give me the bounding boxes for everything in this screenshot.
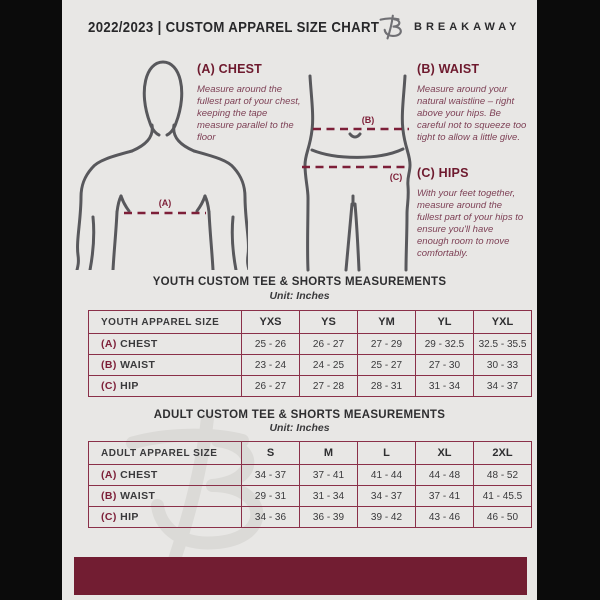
value-cell: 26 - 27	[300, 334, 358, 355]
hips-description: With your feet together, measure around the fullest part of your hips to ensure you'll have enough room to move comfortably.	[417, 188, 524, 259]
hips-heading: (C) HIPS	[417, 166, 469, 180]
brand-lockup	[378, 14, 521, 40]
value-cell: 34 - 36	[242, 507, 300, 528]
row-prefix: (B)	[101, 490, 117, 502]
youth-size-table	[88, 310, 532, 397]
value-cell: 37 - 41	[300, 465, 358, 486]
youth-section-title: YOUTH CUSTOM TEE & SHORTS MEASUREMENTS	[152, 276, 447, 288]
value-cell: 30 - 33	[474, 355, 532, 376]
value-cell: 29 - 31	[242, 486, 300, 507]
value-cell: 27 - 30	[416, 355, 474, 376]
waist-line-label: (B)	[361, 115, 375, 125]
table-header-row	[89, 311, 532, 334]
size-header-cell: YXS	[242, 311, 300, 334]
value-cell: 25 - 27	[358, 355, 416, 376]
row-label: HIP	[116, 511, 139, 523]
value-cell: 23 - 24	[242, 355, 300, 376]
row-prefix: (A)	[101, 338, 117, 350]
chest-line-label: (A)	[158, 198, 172, 208]
row-prefix: (B)	[101, 359, 117, 371]
value-cell: 29 - 32.5	[416, 334, 474, 355]
value-cell: 26 - 27	[242, 376, 300, 397]
size-header-cell: YL	[416, 311, 474, 334]
value-cell: 36 - 39	[300, 507, 358, 528]
row-label-cell	[89, 334, 242, 355]
row-label-cell	[89, 376, 242, 397]
value-cell: 27 - 29	[358, 334, 416, 355]
value-cell: 34 - 37	[358, 486, 416, 507]
table-row-chest	[89, 334, 532, 355]
row-prefix: (C)	[101, 380, 117, 392]
size-header-cell: M	[300, 442, 358, 465]
youth-section-unit: Unit: Inches	[269, 290, 330, 302]
value-cell: 41 - 45.5	[474, 486, 532, 507]
row-label: CHEST	[116, 469, 158, 481]
adult-size-header-cell: ADULT APPAREL SIZE	[89, 442, 242, 465]
flyer-page	[62, 0, 537, 600]
chest-heading: (A) CHEST	[197, 62, 262, 76]
table-row-hip	[89, 376, 532, 397]
value-cell: 24 - 25	[300, 355, 358, 376]
adult-section-title: ADULT CUSTOM TEE & SHORTS MEASUREMENTS	[153, 409, 446, 421]
size-header-cell: 2XL	[474, 442, 532, 465]
waist-hips-measure-figure	[298, 72, 418, 272]
row-label: HIP	[116, 380, 139, 392]
row-label-cell	[89, 355, 242, 376]
row-prefix: (C)	[101, 511, 117, 523]
value-cell: 31 - 34	[300, 486, 358, 507]
table-row-chest	[89, 465, 532, 486]
row-prefix: (A)	[101, 469, 117, 481]
footer-accent-bar	[74, 557, 527, 595]
chest-description: Measure around the fullest part of your chest, keeping the tape measure parallel to the floor	[197, 84, 301, 143]
adult-section-unit: Unit: Inches	[269, 422, 330, 434]
table-header-row	[89, 442, 532, 465]
value-cell: 34 - 37	[474, 376, 532, 397]
size-header-cell: YXL	[474, 311, 532, 334]
value-cell: 28 - 31	[358, 376, 416, 397]
adult-size-table	[88, 441, 532, 528]
row-label: CHEST	[116, 338, 158, 350]
value-cell: 46 - 50	[474, 507, 532, 528]
value-cell: 44 - 48	[416, 465, 474, 486]
value-cell: 34 - 37	[242, 465, 300, 486]
value-cell: 25 - 26	[242, 334, 300, 355]
waist-description: Measure around your natural waistline – right above your hips. Be careful not to squeeze too tight to allow a little give.	[417, 84, 527, 143]
value-cell: 31 - 34	[416, 376, 474, 397]
row-label-cell	[89, 465, 242, 486]
value-cell: 32.5 - 35.5	[474, 334, 532, 355]
size-header-cell: XL	[416, 442, 474, 465]
brand-name: BREAKAWAY	[414, 21, 521, 33]
breakaway-b-logo-icon	[378, 14, 406, 40]
value-cell: 27 - 28	[300, 376, 358, 397]
row-label-cell	[89, 507, 242, 528]
size-header-cell: S	[242, 442, 300, 465]
table-row-waist	[89, 355, 532, 376]
hips-line-label: (C)	[389, 172, 403, 182]
table-row-waist	[89, 486, 532, 507]
page-title: 2022/2023 | CUSTOM APPAREL SIZE CHART	[88, 19, 380, 36]
size-header-cell: YS	[300, 311, 358, 334]
value-cell: 48 - 52	[474, 465, 532, 486]
table-row-hip	[89, 507, 532, 528]
value-cell: 43 - 46	[416, 507, 474, 528]
size-header-cell: L	[358, 442, 416, 465]
value-cell: 37 - 41	[416, 486, 474, 507]
size-header-cell: YM	[358, 311, 416, 334]
value-cell: 39 - 42	[358, 507, 416, 528]
waist-heading: (B) WAIST	[417, 62, 480, 76]
row-label-cell	[89, 486, 242, 507]
row-label: WAIST	[116, 359, 156, 371]
value-cell: 41 - 44	[358, 465, 416, 486]
row-label: WAIST	[116, 490, 156, 502]
youth-size-header-cell: YOUTH APPAREL SIZE	[89, 311, 242, 334]
